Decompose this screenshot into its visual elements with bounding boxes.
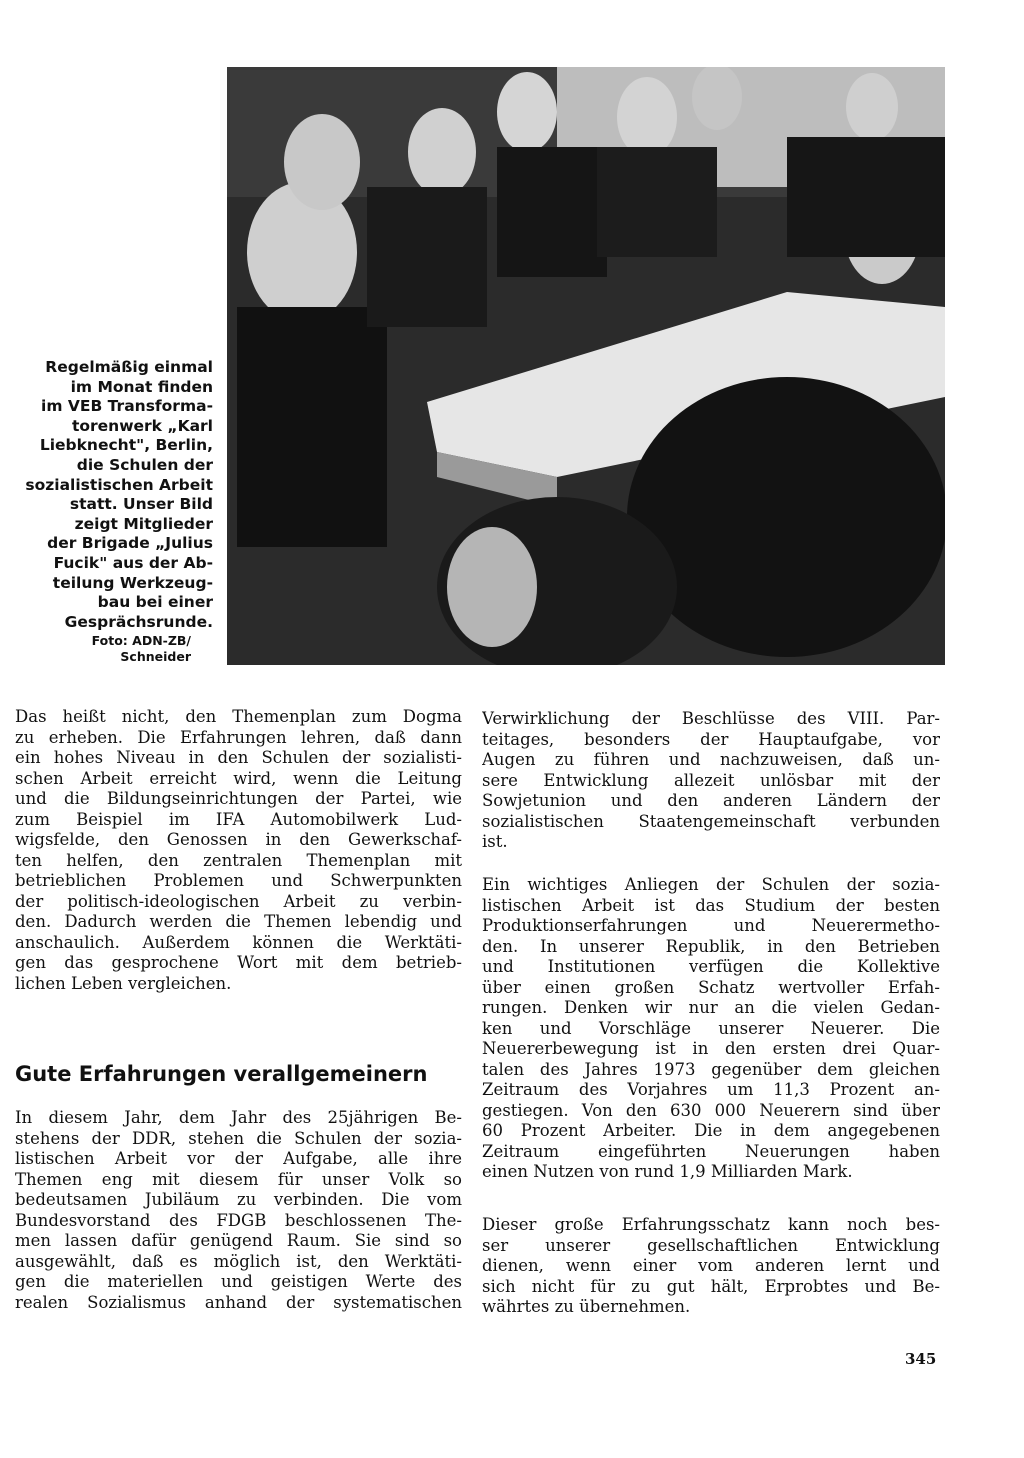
- text-line: zum Beispiel im IFA Automobilwerk Lud-: [15, 809, 462, 829]
- text-line: währtes zu übernehmen.: [482, 1297, 691, 1316]
- caption-line: im VEB Transforma-: [41, 397, 213, 416]
- text-line: Zeitraum des Vorjahres um 11,3 Prozent an-: [482, 1080, 940, 1099]
- text-line: betrieblichen Problemen und Schwerpunkten: [15, 871, 462, 890]
- photo-caption: [0, 358, 213, 632]
- text-line: listischen Arbeit ist das Studium der besten: [482, 895, 940, 915]
- text-line: men lassen dafür genügend Raum. Sie sind so: [15, 1231, 462, 1250]
- text-line: In diesem Jahr, dem Jahr des 25jährigen Be-: [15, 1108, 462, 1127]
- text-line: wigsfelde, den Genossen in den Gewerkschaf-: [15, 830, 462, 849]
- caption-line: Regelmäßig einmal: [45, 358, 213, 376]
- text-line: der politisch-ideologischen Arbeit zu verbin-: [15, 891, 462, 911]
- photo-icon: [227, 67, 945, 665]
- text-line: lichen Leben vergleichen.: [15, 973, 232, 993]
- caption-line: Gesprächsrunde.: [64, 612, 213, 631]
- text-line: Zeitraum eingeführten Neuerungen haben: [482, 1141, 940, 1161]
- text-line: Dieser große Erfahrungsschatz kann noch bes-: [482, 1215, 940, 1234]
- text-line: Themen eng mit diesem für unser Volk so: [15, 1169, 462, 1189]
- text-line: ser unserer gesellschaftlichen Entwicklung: [482, 1235, 940, 1255]
- text-line: Bundesvorstand des FDGB beschlossenen The-: [15, 1210, 462, 1230]
- text-line: dienen, wenn einer vom anderen lernt und: [482, 1256, 940, 1275]
- text-line: Verwirklichung der Beschlüsse des VIII. Par-: [482, 709, 940, 728]
- text-line: den. Dadurch werden die Themen lebendig und: [15, 912, 462, 931]
- text-line: Ein wichtiges Anliegen der Schulen der sozia-: [482, 875, 940, 894]
- text-line: gestiegen. Von den 630 000 Neuerern sind über: [482, 1100, 940, 1120]
- credit-line: Foto: ADN-ZB/: [91, 633, 191, 648]
- text-line: Produktionserfahrungen und Neuerermetho-: [482, 916, 940, 935]
- text-line: sere Entwicklung allezeit unlösbar mit der: [482, 770, 940, 790]
- text-line: anschaulich. Außerdem können die Werktäti-: [15, 932, 462, 952]
- text-line: Sowjetunion und den anderen Ländern der: [482, 791, 940, 810]
- caption-line: der Brigade „Julius: [47, 534, 213, 553]
- text-line: 60 Prozent Arbeiter. Die in dem angegebenen: [482, 1121, 940, 1140]
- text-line: ken und Vorschläge unserer Neuerer. Die: [482, 1018, 940, 1038]
- text-line: sich nicht für zu gut hält, Erprobtes und Be-: [482, 1276, 940, 1296]
- caption-line: die Schulen der: [76, 455, 213, 474]
- column-1-paragraph-2: [15, 1108, 462, 1313]
- caption-line: im Monat finden: [70, 377, 213, 396]
- text-line: stehens der DDR, stehen die Schulen der sozia-: [15, 1128, 462, 1148]
- text-line: gen das gesprochene Wort mit dem betrieb-: [15, 953, 462, 972]
- page-number: 345: [905, 1350, 937, 1368]
- text-line: talen des Jahres 1973 gegenüber dem gleichen: [482, 1059, 940, 1079]
- caption-line: Fucik" aus der Ab-: [53, 553, 213, 572]
- column-2-paragraph-3: [482, 1215, 940, 1318]
- caption-line: Liebknecht", Berlin,: [39, 436, 213, 455]
- text-line: und Institutionen verfügen die Kollektive: [482, 957, 940, 976]
- text-line: und die Bildungseinrichtungen der Partei, wie: [15, 789, 462, 808]
- text-line: Das heißt nicht, den Themenplan zum Dogma: [15, 707, 462, 726]
- text-line: den. In unserer Republik, in den Betrieben: [482, 936, 940, 956]
- meeting-photo: [227, 67, 945, 665]
- section-heading: Gute Erfahrungen verallgemeinern: [15, 1062, 428, 1086]
- caption-line: statt. Unser Bild: [69, 495, 213, 514]
- text-line: ten helfen, den zentralen Themenplan mit: [15, 850, 462, 870]
- text-line: schen Arbeit erreicht wird, wenn die Leitung: [15, 768, 462, 788]
- text-line: ausgewählt, daß es möglich ist, den Werktäti-: [15, 1251, 462, 1271]
- caption-line: bau bei einer: [97, 593, 213, 612]
- text-line: über einen großen Schatz wertvoller Erfah-: [482, 977, 940, 997]
- column-2-paragraph-1: [482, 709, 940, 853]
- text-line: listischen Arbeit vor der Aufgabe, alle ihre: [15, 1149, 462, 1168]
- photo-credit: [0, 633, 191, 665]
- text-line: rungen. Denken wir nur an die vielen Gedan-: [482, 998, 940, 1017]
- text-line: bedeutsamen Jubiläum zu verbinden. Die vom: [15, 1190, 462, 1209]
- text-line: sozialistischen Staatengemeinschaft verbunden: [482, 811, 940, 831]
- credit-line: Schneider: [120, 649, 191, 664]
- text-line: Augen zu führen und nachzuweisen, daß un-: [482, 750, 940, 769]
- caption-line: sozialistischen Arbeit: [25, 475, 213, 494]
- text-line: einen Nutzen von rund 1,9 Milliarden Mark.: [482, 1162, 853, 1181]
- text-line: teitages, besonders der Hauptaufgabe, vor: [482, 729, 940, 749]
- text-line: realen Sozialismus anhand der systematischen: [15, 1292, 462, 1312]
- text-line: gen die materiellen und geistigen Werte des: [15, 1272, 462, 1291]
- column-2-paragraph-2: [482, 875, 940, 1183]
- text-line: ist.: [482, 832, 508, 851]
- text-line: zu erheben. Die Erfahrungen lehren, daß dann: [15, 727, 462, 747]
- text-line: ein hohes Niveau in den Schulen der sozialisti-: [15, 748, 462, 767]
- caption-line: teilung Werkzeug-: [52, 573, 213, 592]
- caption-line: torenwerk „Karl: [71, 416, 213, 435]
- column-1-paragraph-1: [15, 707, 462, 994]
- text-line: Neuererbewegung ist in den ersten drei Quar-: [482, 1039, 940, 1058]
- caption-line: zeigt Mitglieder: [74, 514, 213, 533]
